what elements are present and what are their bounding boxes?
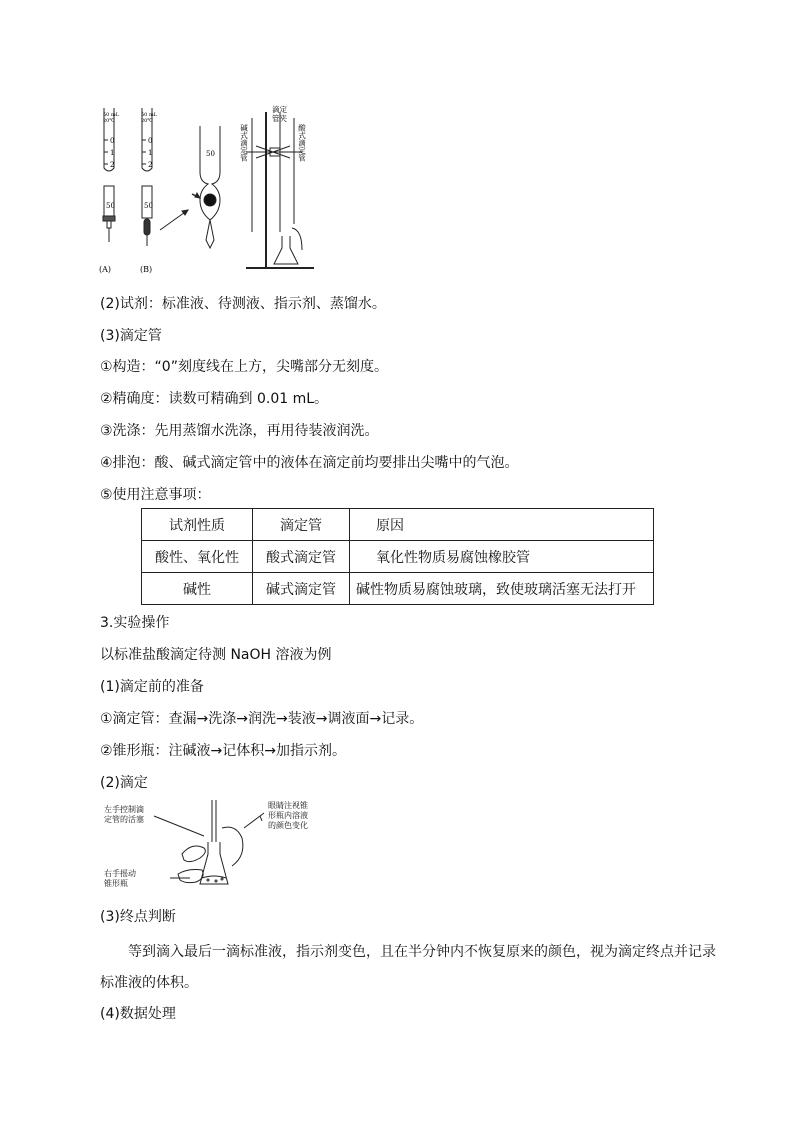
burette-apparatus-figure xyxy=(96,100,346,280)
table-cell: 酸式滴定管 xyxy=(253,541,350,573)
table-header-row xyxy=(142,509,654,541)
svg-text:1: 1 xyxy=(148,149,153,157)
example-line: 以标准盐酸滴定待测 NaOH 溶液为例 xyxy=(100,647,332,663)
svg-text:50 mL: 50 mL xyxy=(141,112,158,118)
svg-text:20℃: 20℃ xyxy=(141,118,153,124)
table-header-cell: 滴定管 xyxy=(253,509,350,541)
svg-text:2: 2 xyxy=(110,161,115,169)
table-header-cell: 试剂性质 xyxy=(142,509,253,541)
burette-washing: ③洗涤：先用蒸馏水洗涤，再用待装液润洗。 xyxy=(100,423,379,439)
svg-text:管夹: 管夹 xyxy=(272,114,287,123)
svg-text:50: 50 xyxy=(106,202,115,210)
table-row xyxy=(142,541,654,573)
burette-heading: (3)滴定管 xyxy=(100,328,162,344)
stand-labels xyxy=(239,104,306,163)
left-hand-label: 左手控制滴定管的活塞 xyxy=(104,805,144,824)
burette-bubbles: ④排泡：酸、碱式滴定管中的液体在滴定前均要排出尖嘴中的气泡。 xyxy=(100,455,519,471)
titration-operation-figure xyxy=(96,798,346,900)
reagents-line: (2)试剂：标准液、待测液、指示剂、蒸馏水。 xyxy=(100,296,386,312)
svg-text:酸式滴定管: 酸式滴定管 xyxy=(297,124,307,162)
usage-notes-heading: ⑤使用注意事项： xyxy=(100,487,211,503)
titration-heading: (2)滴定 xyxy=(100,775,148,791)
svg-text:0: 0 xyxy=(148,137,153,145)
table-header-cell: 原因 xyxy=(350,509,654,541)
table-cell: 碱性物质易腐蚀玻璃，致使玻璃活塞无法打开 xyxy=(350,573,654,605)
data-processing-heading: (4)数据处理 xyxy=(100,1006,176,1022)
label-a: (A) xyxy=(99,265,112,274)
flask-steps: ②锥形瓶：注碱液→记体积→加指示剂。 xyxy=(100,743,347,759)
endpoint-heading: (3)终点判断 xyxy=(100,909,176,925)
preparation-heading: (1)滴定前的准备 xyxy=(100,679,204,695)
table-row xyxy=(142,573,654,605)
burette-structure: ①构造：“0”刻度线在上方，尖嘴部分无刻度。 xyxy=(100,359,388,375)
endpoint-paragraph: 等到滴入最后一滴标准液，指示剂变色，且在半分钟内不恢复原来的颜色，视为滴定终点并记录标准液的体积。 xyxy=(100,944,716,991)
svg-text:滴定: 滴定 xyxy=(272,105,287,114)
label-b: (B) xyxy=(140,265,153,274)
table-cell: 碱性 xyxy=(142,573,253,605)
svg-text:50 mL: 50 mL xyxy=(103,112,120,118)
burette-precision: ②精确度：读数可精确到 0.01 mL。 xyxy=(100,391,329,407)
svg-text:0: 0 xyxy=(110,137,115,145)
svg-text:2: 2 xyxy=(148,161,153,169)
eyes-label: 眼睛注视锥形瓶内溶液的颜色变化 xyxy=(268,801,308,830)
svg-text:1: 1 xyxy=(110,149,115,157)
right-hand-label: 右手摇动锥形瓶 xyxy=(104,869,136,888)
svg-text:碱式滴定管: 碱式滴定管 xyxy=(239,124,249,162)
table-cell: 酸性、氧化性 xyxy=(142,541,253,573)
svg-text:50: 50 xyxy=(206,150,215,158)
svg-text:20℃: 20℃ xyxy=(103,118,115,124)
burette-steps: ①滴定管：查漏→洗涤→润洗→装液→调液面→记录。 xyxy=(100,711,424,727)
operation-heading: 3.实验操作 xyxy=(100,615,170,631)
usage-notes-table xyxy=(141,508,654,605)
table-cell: 碱式滴定管 xyxy=(253,573,350,605)
table-cell: 氧化性物质易腐蚀橡胶管 xyxy=(350,541,654,573)
svg-text:50: 50 xyxy=(144,202,153,210)
